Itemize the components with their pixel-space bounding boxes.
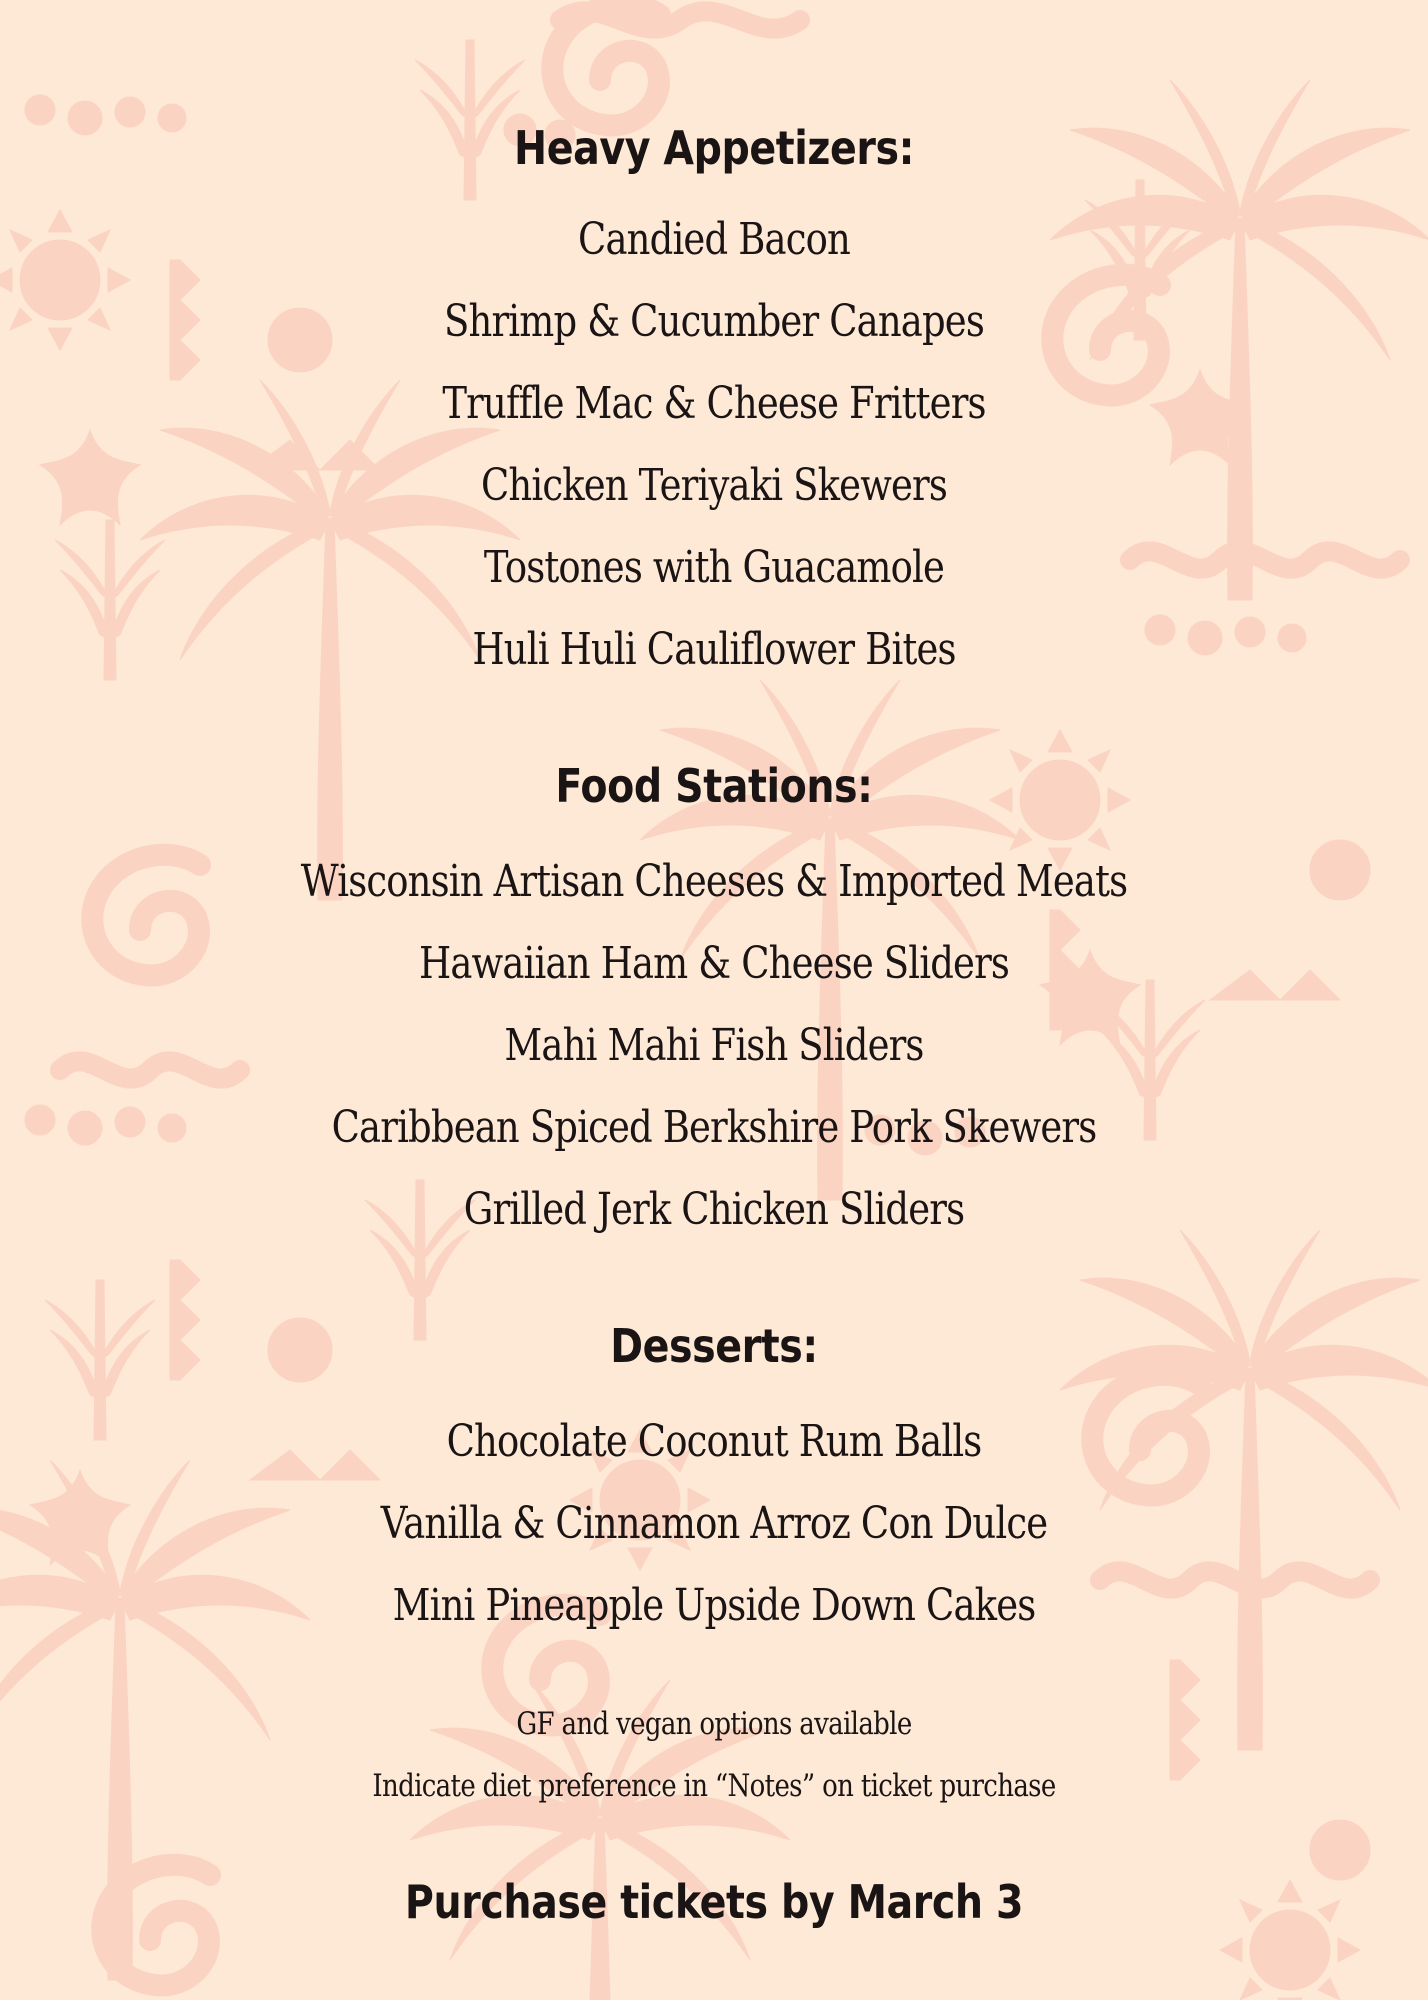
menu-item: Huli Huli Cauliflower Bites bbox=[472, 624, 956, 675]
menu-item: Chicken Teriyaki Skewers bbox=[480, 460, 948, 511]
menu-item: Tostones with Guacamole bbox=[483, 542, 945, 593]
menu-item: Caribbean Spiced Berkshire Pork Skewers bbox=[331, 1102, 1097, 1153]
menu-item: Grilled Jerk Chicken Sliders bbox=[463, 1184, 965, 1235]
menu-item: Hawaiian Ham & Cheese Sliders bbox=[418, 938, 1010, 989]
menu-item: Shrimp & Cucumber Canapes bbox=[444, 296, 984, 347]
menu-item: Wisconsin Artisan Cheeses & Imported Meats bbox=[300, 856, 1128, 907]
dietary-preference-note: Indicate diet preference in “Notes” on ticket purchase bbox=[372, 1768, 1056, 1804]
menu-item: Truffle Mac & Cheese Fritters bbox=[442, 378, 986, 429]
dietary-note: GF and vegan options available bbox=[516, 1706, 912, 1742]
section-heading-heavy-appetizers: Heavy Appetizers: bbox=[514, 121, 914, 175]
menu-item: Chocolate Coconut Rum Balls bbox=[446, 1416, 982, 1467]
section-heading-food-stations: Food Stations: bbox=[555, 759, 873, 813]
menu-item: Candied Bacon bbox=[578, 214, 850, 265]
menu-item: Mini Pineapple Upside Down Cakes bbox=[392, 1580, 1036, 1631]
section-heading-desserts: Desserts: bbox=[610, 1319, 818, 1373]
menu-item: Mahi Mahi Fish Sliders bbox=[504, 1020, 924, 1071]
menu-item: Vanilla & Cinnamon Arroz Con Dulce bbox=[380, 1498, 1048, 1549]
purchase-deadline: Purchase tickets by March 3 bbox=[404, 1875, 1024, 1929]
